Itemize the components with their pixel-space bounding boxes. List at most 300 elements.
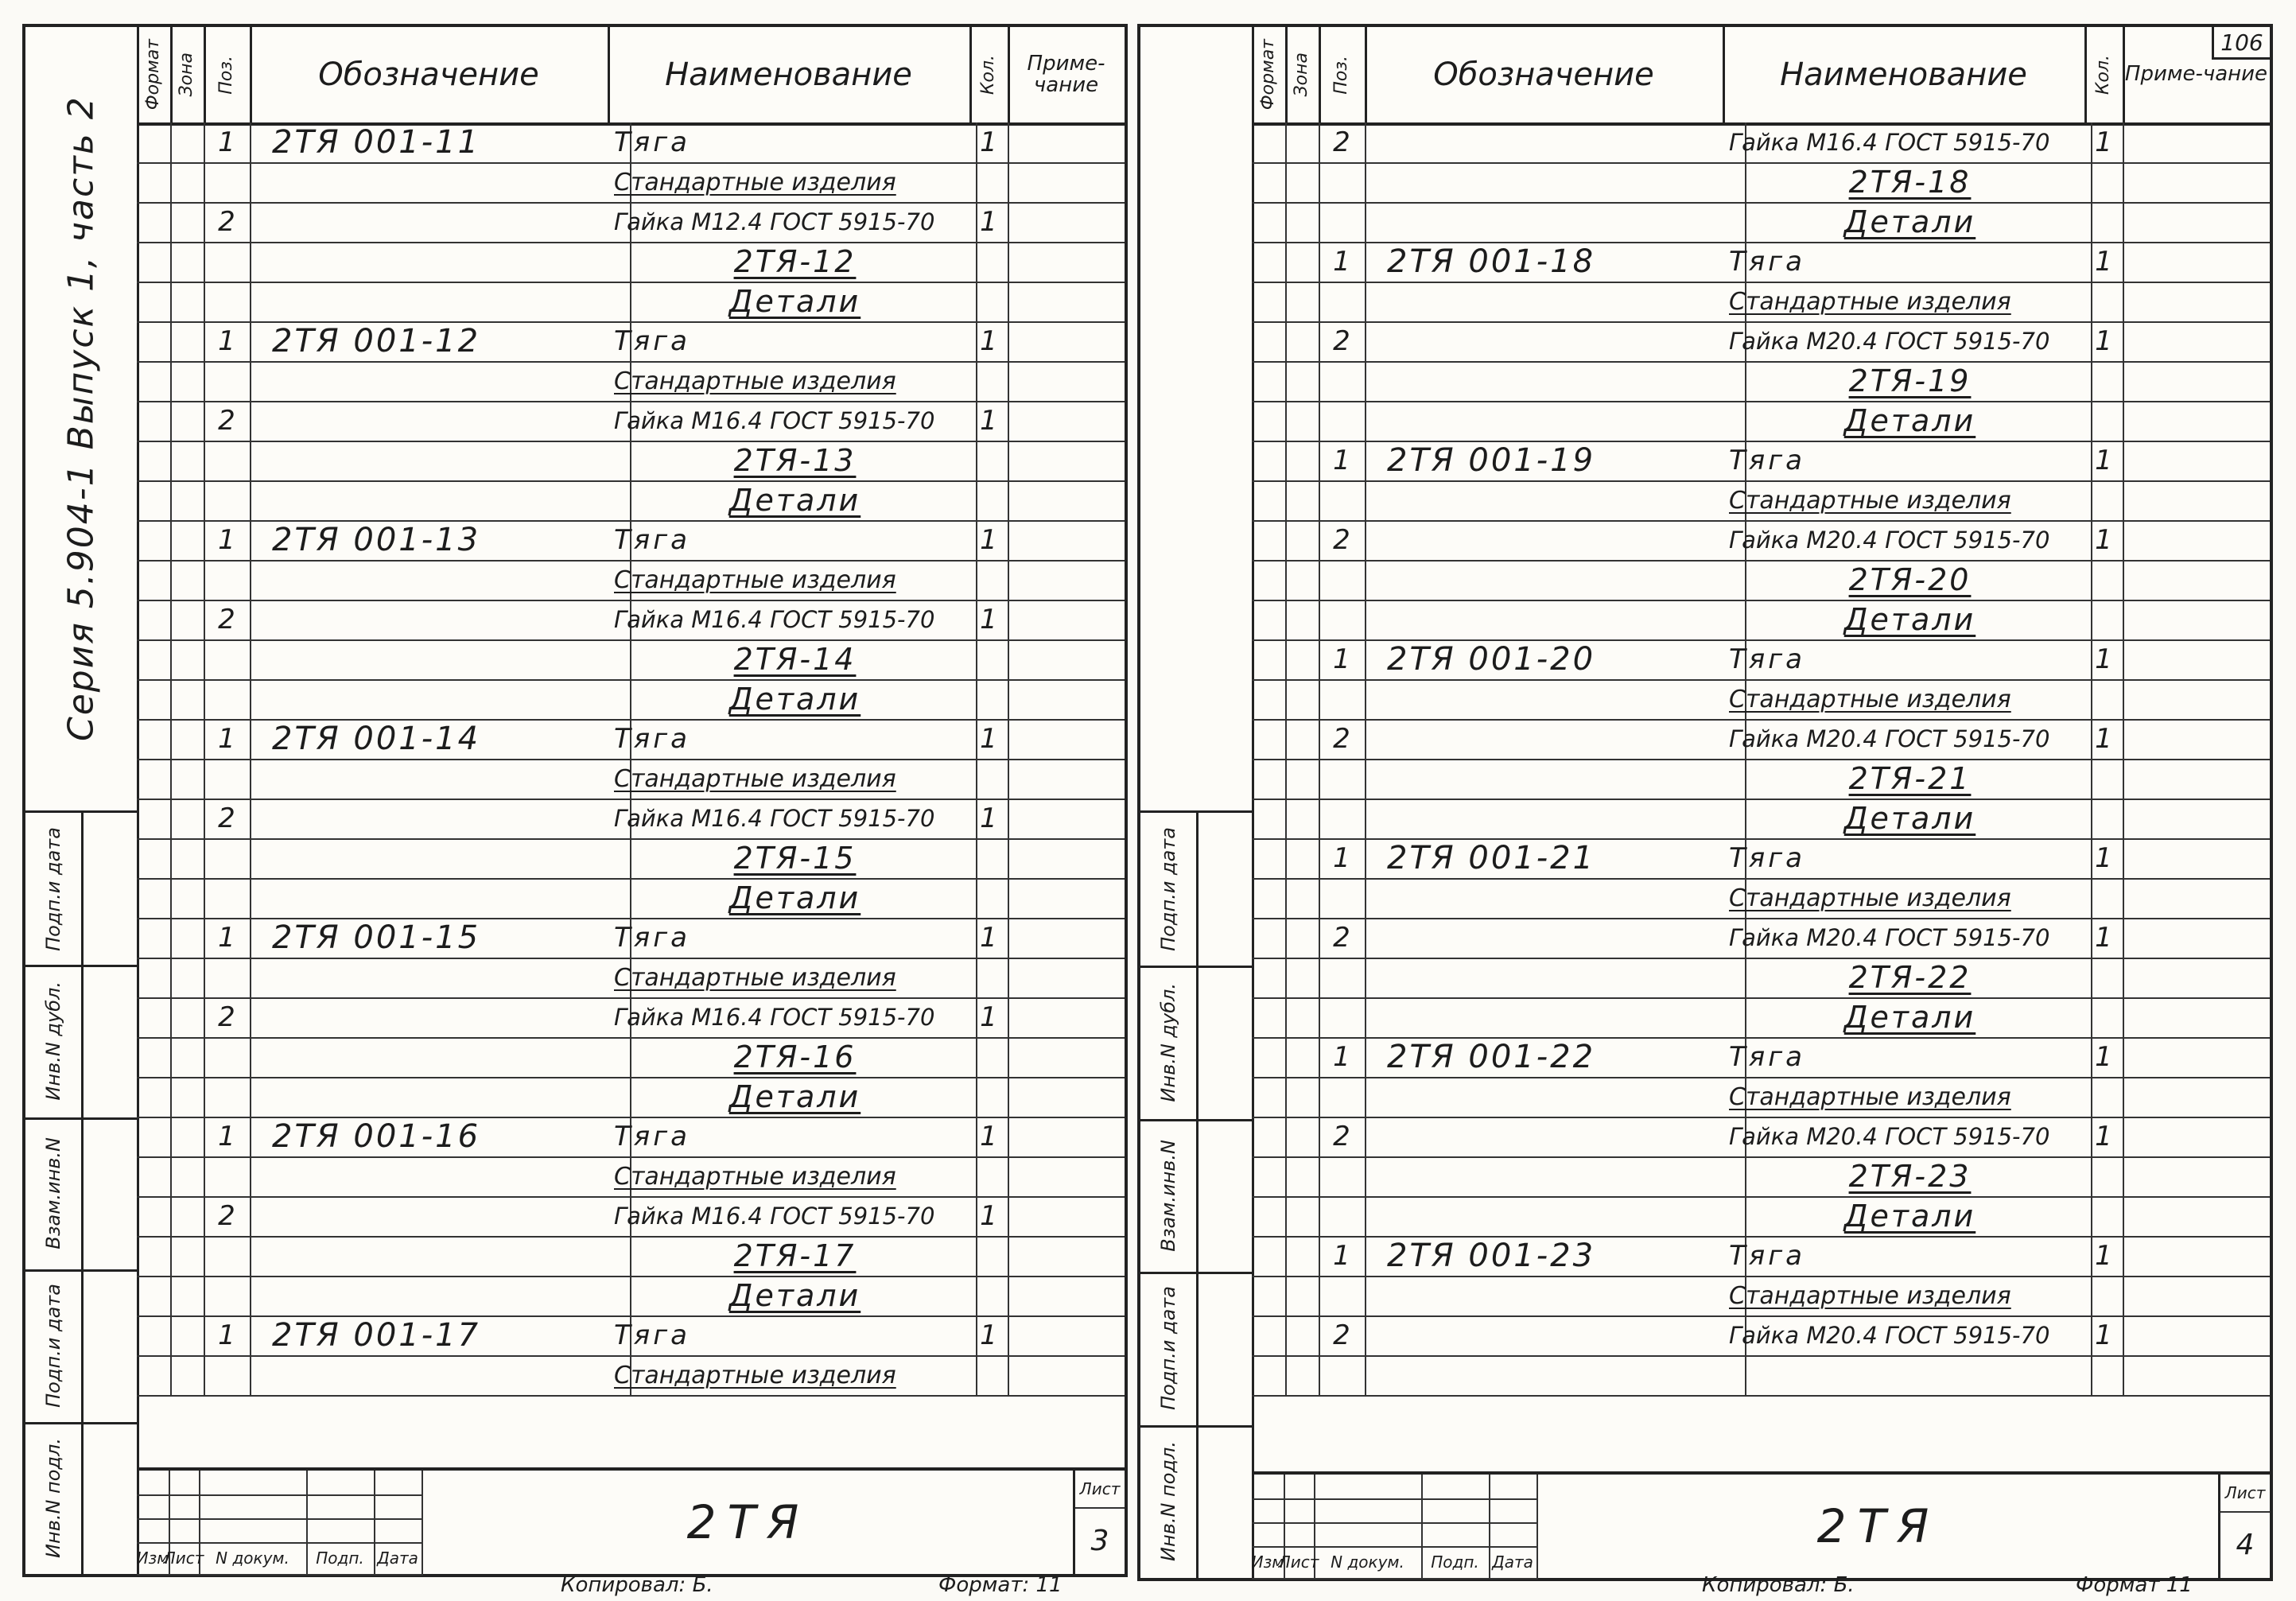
cell-format: [1252, 401, 1287, 441]
cell-note: [1008, 560, 1125, 600]
cell-name-text: 2ТЯ-19: [1848, 363, 1972, 398]
cell-qty-text: 1: [980, 1001, 997, 1033]
cell-format: [137, 1037, 172, 1077]
cell-qty: [2084, 719, 2124, 759]
cell-zone: [170, 242, 205, 282]
cell-format: [1252, 679, 1287, 719]
cell-format: [137, 361, 172, 401]
cell-name: [1723, 560, 2092, 600]
cell-note: [1008, 401, 1125, 441]
cell-format: [1252, 321, 1287, 361]
cell-name: [1723, 361, 2092, 401]
cell-zone: [170, 679, 205, 719]
cell-name-text: 2ТЯ-22: [1848, 960, 1972, 995]
cell-designation-text: 2ТЯ 001-21: [1387, 840, 1596, 876]
cell-designation: [250, 122, 631, 162]
cell-designation: [1365, 1196, 1746, 1236]
header-zone-label: Зона: [177, 52, 197, 97]
cell-designation: [250, 162, 631, 202]
spec-row: [1252, 958, 2270, 999]
cell-name-text: Детали: [728, 880, 861, 915]
cell-zone: [170, 1236, 205, 1276]
cell-name-text: 2ТЯ-16: [733, 1039, 857, 1074]
cell-pos: [204, 321, 251, 361]
spec-row: [137, 560, 1125, 601]
cell-designation: [250, 918, 631, 958]
cell-designation: [250, 759, 631, 799]
spec-row: [1252, 361, 2270, 402]
spec-row: [1252, 719, 2270, 760]
cell-qty: [969, 1037, 1009, 1077]
cell-name-text: Гайка М16.4 ГОСТ 5915-70: [614, 1004, 935, 1031]
cell-name: [608, 1077, 977, 1117]
cell-pos-text: 2: [1333, 524, 1350, 556]
cell-name-text: 2ТЯ-15: [733, 841, 857, 876]
cell-name: [608, 997, 977, 1037]
cell-name: [1723, 480, 2092, 520]
cell-format: [137, 958, 172, 997]
cell-format: [1252, 838, 1287, 878]
cell-qty-text: 1: [980, 126, 997, 158]
cell-name-text: Гайка М20.4 ГОСТ 5915-70: [1729, 1123, 2050, 1150]
cell-qty: [2084, 282, 2124, 321]
header-note: [2123, 27, 2270, 126]
cell-pos-text: 1: [218, 1319, 235, 1351]
header-designation: [1365, 27, 1725, 126]
cell-pos-text: 2: [218, 206, 235, 238]
cell-zone: [1285, 202, 1320, 242]
spec-row: [137, 918, 1125, 959]
cell-name-text: Детали: [728, 483, 861, 518]
cell-format: [1252, 1196, 1287, 1236]
cell-qty: [969, 122, 1009, 162]
cell-zone: [170, 639, 205, 679]
spec-row: [137, 480, 1125, 522]
cell-name-text: Гайка М16.4 ГОСТ 5915-70: [614, 805, 935, 832]
cell-designation: [250, 202, 631, 242]
cell-note: [1008, 1355, 1125, 1395]
cell-format: [1252, 1077, 1287, 1117]
cell-pos: [1319, 759, 1366, 799]
spec-row: [1252, 997, 2270, 1039]
cell-name-text: Детали: [1843, 1000, 1976, 1035]
title-block-cell: [1489, 1475, 1538, 1500]
cell-name-text: Детали: [1843, 1199, 1976, 1234]
cell-qty-text: 1: [980, 405, 997, 437]
stamp-cell-text: Инв.N подл.: [1157, 1441, 1179, 1562]
spec-row: [137, 122, 1125, 164]
cell-name-text: Тяга: [614, 126, 690, 158]
cell-note: [1008, 1077, 1125, 1117]
stamp-cell-label: [25, 1117, 81, 1272]
cell-pos: [1319, 560, 1366, 600]
title-block-cell: [163, 1542, 204, 1576]
cell-pos: [1319, 918, 1366, 958]
cell-note: [1008, 997, 1125, 1037]
cell-zone: [1285, 997, 1320, 1037]
cell-format: [1252, 639, 1287, 679]
cell-pos: [204, 1077, 251, 1117]
cell-pos-text: 1: [1333, 842, 1350, 874]
cell-zone: [170, 600, 205, 639]
cell-zone: [1285, 679, 1320, 719]
title-block-cell: [306, 1542, 375, 1576]
sheet-label: Лист: [2220, 1475, 2270, 1513]
header-designation-label: Обозначение: [1433, 56, 1654, 93]
cell-qty-text: 1: [980, 206, 997, 238]
cell-name: [608, 441, 977, 480]
spec-row: [137, 1196, 1125, 1238]
cell-format: [1252, 1236, 1287, 1276]
cell-name-text: Тяга: [1729, 643, 1805, 675]
cell-note: [1008, 361, 1125, 401]
cell-qty-text: 1: [2095, 643, 2112, 675]
cell-name-text: Детали: [1843, 801, 1976, 836]
header-zone: [170, 27, 206, 126]
cell-designation: [250, 1196, 631, 1236]
cell-qty: [969, 401, 1009, 441]
cell-designation: [1365, 321, 1746, 361]
cell-note: [1008, 838, 1125, 878]
cell-designation: [1365, 958, 1746, 997]
cell-pos: [204, 759, 251, 799]
cell-name-text: Гайка М20.4 ГОСТ 5915-70: [1729, 328, 2050, 355]
cell-qty: [2084, 1276, 2124, 1315]
cell-designation-text: 2ТЯ 001-17: [272, 1317, 481, 1354]
cell-qty: [969, 600, 1009, 639]
spec-row: [137, 1355, 1125, 1397]
cell-designation: [250, 1315, 631, 1355]
cell-note: [2123, 560, 2270, 600]
cell-qty-text: 1: [2095, 445, 2112, 476]
series-stamp: [25, 27, 137, 810]
stamp-cell-text: Инв.N дубл.: [42, 981, 64, 1101]
spec-row: [137, 162, 1125, 204]
cell-note: [1008, 878, 1125, 918]
cell-name: [608, 162, 977, 202]
cell-designation: [250, 600, 631, 639]
cell-designation: [250, 838, 631, 878]
cell-qty: [969, 997, 1009, 1037]
cell-zone: [1285, 1236, 1320, 1276]
cell-format: [137, 162, 172, 202]
cell-note: [1008, 719, 1125, 759]
cell-pos: [204, 162, 251, 202]
cell-name: [608, 560, 977, 600]
cell-pos-text: 2: [218, 1200, 235, 1232]
cell-name-text: 2ТЯ-12: [733, 244, 857, 279]
cell-pos: [1319, 1315, 1366, 1355]
sheet-label: Лист: [1075, 1471, 1125, 1509]
cell-name: [608, 639, 977, 679]
cell-designation: [1365, 759, 1746, 799]
spec-row: [1252, 282, 2270, 323]
cell-designation: [250, 361, 631, 401]
spec-row: [1252, 162, 2270, 204]
cell-note: [2123, 719, 2270, 759]
stamp-cell-value: [1196, 1272, 1252, 1427]
cell-name-text: Тяга: [1729, 1041, 1805, 1073]
stamp-cell-value: [81, 1422, 137, 1576]
cell-pos: [204, 560, 251, 600]
stamp-cell-label: [25, 813, 81, 967]
cell-qty-text: 1: [2095, 1319, 2112, 1351]
cell-note: [2123, 321, 2270, 361]
cell-designation: [250, 560, 631, 600]
cell-pos-text: 1: [218, 325, 235, 357]
cell-format: [137, 759, 172, 799]
cell-qty-text: 1: [2095, 1121, 2112, 1152]
cell-note: [2123, 282, 2270, 321]
header-note-label: Приме-чание: [2124, 62, 2268, 87]
cell-designation: [1365, 1355, 1746, 1395]
cell-qty: [969, 1236, 1009, 1276]
cell-zone: [170, 1355, 205, 1395]
cell-designation: [1365, 282, 1746, 321]
cell-qty: [2084, 1117, 2124, 1156]
spec-row: [1252, 202, 2270, 243]
title-block-cell: [374, 1518, 423, 1544]
cell-pos: [1319, 162, 1366, 202]
cell-name-text: Гайка М16.4 ГОСТ 5915-70: [614, 407, 935, 434]
cell-pos-text: 1: [1333, 1041, 1350, 1073]
cell-note: [1008, 162, 1125, 202]
cell-designation: [1365, 162, 1746, 202]
cell-pos: [1319, 282, 1366, 321]
cell-format: [1252, 958, 1287, 997]
cell-format: [1252, 918, 1287, 958]
cell-qty: [2084, 480, 2124, 520]
cell-format: [1252, 560, 1287, 600]
cell-zone: [1285, 1355, 1320, 1395]
cell-zone: [170, 1077, 205, 1117]
cell-pos-text: 1: [1333, 445, 1350, 476]
cell-note: [1008, 122, 1125, 162]
cell-qty: [969, 1315, 1009, 1355]
cell-note: [1008, 321, 1125, 361]
cell-note: [1008, 759, 1125, 799]
cell-format: [1252, 878, 1287, 918]
title-block-cell: [1314, 1498, 1423, 1524]
cell-zone: [1285, 759, 1320, 799]
spec-row: [1252, 1276, 2270, 1317]
spec-row: [1252, 321, 2270, 363]
cell-designation: [250, 480, 631, 520]
cell-name: [1723, 202, 2092, 242]
cell-note: [2123, 1077, 2270, 1117]
title-block-cell: [1314, 1546, 1423, 1580]
cell-pos: [1319, 242, 1366, 282]
cell-zone: [170, 441, 205, 480]
cell-qty: [2084, 1315, 2124, 1355]
cell-zone: [1285, 799, 1320, 838]
cell-name: [608, 918, 977, 958]
header-qty: [2084, 27, 2125, 126]
cell-designation-text: 2ТЯ 001-19: [1387, 442, 1596, 479]
cell-name-text: Стандартные изделия: [614, 168, 896, 196]
cell-pos: [204, 1315, 251, 1355]
cell-zone: [1285, 520, 1320, 560]
cell-name: [608, 122, 977, 162]
spec-row: [137, 321, 1125, 363]
cell-qty: [969, 1117, 1009, 1156]
header-pos-label: Поз.: [216, 55, 237, 95]
cell-note: [1008, 958, 1125, 997]
cell-zone: [170, 878, 205, 918]
title-block-cell: [1421, 1546, 1490, 1580]
cell-note: [2123, 361, 2270, 401]
spec-row: [1252, 838, 2270, 880]
cell-name-text: Детали: [1843, 403, 1976, 438]
cell-designation: [250, 1236, 631, 1276]
cell-pos: [1319, 679, 1366, 719]
cell-name: [1723, 1315, 2092, 1355]
title-block-cell: [199, 1494, 308, 1520]
cell-qty-text: 1: [2095, 126, 2112, 158]
cell-name-text: Тяга: [1729, 445, 1805, 476]
cell-qty: [969, 719, 1009, 759]
cell-pos: [204, 719, 251, 759]
copied-by-left: Копировал: Б.: [561, 1573, 713, 1597]
stamp-cell-value: [81, 1269, 137, 1424]
cell-qty: [2084, 759, 2124, 799]
cell-pos-text: 1: [218, 723, 235, 755]
cell-qty: [2084, 1355, 2124, 1395]
cell-designation: [1365, 1037, 1746, 1077]
cell-note: [1008, 520, 1125, 560]
cell-format: [137, 1077, 172, 1117]
cell-note: [2123, 1355, 2270, 1395]
spec-row: [137, 282, 1125, 323]
cell-name: [608, 1037, 977, 1077]
cell-pos: [1319, 401, 1366, 441]
cell-designation: [250, 441, 631, 480]
cell-name: [1723, 441, 2092, 480]
cell-designation: [1365, 202, 1746, 242]
cell-name-text: Гайка М20.4 ГОСТ 5915-70: [1729, 725, 2050, 752]
cell-format: [137, 639, 172, 679]
cell-format: [1252, 361, 1287, 401]
cell-qty: [2084, 202, 2124, 242]
title-block-cell: [1421, 1498, 1490, 1524]
cell-qty-text: 1: [2095, 325, 2112, 357]
cell-name: [1723, 1196, 2092, 1236]
cell-note: [2123, 997, 2270, 1037]
cell-format: [1252, 1355, 1287, 1395]
cell-designation-text: 2ТЯ 001-22: [1387, 1039, 1596, 1075]
cell-pos: [204, 1355, 251, 1395]
cell-name: [1723, 162, 2092, 202]
cell-qty: [969, 878, 1009, 918]
cell-zone: [170, 1196, 205, 1236]
cell-zone: [170, 958, 205, 997]
cell-pos: [204, 202, 251, 242]
cell-name-text: Гайка М20.4 ГОСТ 5915-70: [1729, 527, 2050, 554]
cell-qty: [2084, 1196, 2124, 1236]
cell-note: [2123, 1315, 2270, 1355]
cell-designation: [250, 958, 631, 997]
cell-format: [1252, 997, 1287, 1037]
cell-zone: [170, 838, 205, 878]
cell-qty: [2084, 639, 2124, 679]
cell-qty: [969, 441, 1009, 480]
cell-note: [1008, 679, 1125, 719]
cell-qty: [2084, 997, 2124, 1037]
cell-qty: [969, 202, 1009, 242]
stamp-cell-text: Инв.N подл.: [42, 1437, 64, 1558]
header-name: [608, 27, 972, 126]
cell-pos: [204, 361, 251, 401]
cell-designation: [1365, 401, 1746, 441]
header-name-label: Наименование: [1780, 56, 2027, 93]
title-block: [1252, 1471, 2270, 1578]
cell-zone: [1285, 1156, 1320, 1196]
cell-name-text: 2ТЯ-17: [733, 1238, 857, 1273]
cell-note: [1008, 639, 1125, 679]
stamp-cell-value: [81, 813, 137, 967]
cell-format: [137, 202, 172, 242]
spec-row: [1252, 242, 2270, 283]
cell-note: [1008, 441, 1125, 480]
stamp-cell-label: [25, 1269, 81, 1424]
cell-pos: [1319, 997, 1366, 1037]
cell-designation: [1365, 1117, 1746, 1156]
cell-pos: [204, 441, 251, 480]
cell-qty: [969, 759, 1009, 799]
cell-designation: [1365, 1315, 1746, 1355]
cell-format: [1252, 520, 1287, 560]
cell-name: [1723, 918, 2092, 958]
cell-designation: [1365, 1077, 1746, 1117]
cell-pos: [204, 122, 251, 162]
cell-designation: [250, 401, 631, 441]
cell-name-text: Стандартные изделия: [614, 367, 896, 395]
cell-qty: [969, 321, 1009, 361]
cell-note: [2123, 202, 2270, 242]
cell-pos: [204, 1276, 251, 1315]
cell-note: [2123, 639, 2270, 679]
cell-format: [1252, 122, 1287, 162]
cell-designation: [250, 1117, 631, 1156]
cell-name: [1723, 401, 2092, 441]
cell-format: [1252, 480, 1287, 520]
cell-pos-text: 2: [1333, 723, 1350, 755]
cell-designation: [250, 520, 631, 560]
cell-zone: [170, 520, 205, 560]
spec-row: [137, 401, 1125, 442]
cell-designation-text: 2ТЯ 001-15: [272, 919, 481, 956]
cell-name-text: Гайка М16.4 ГОСТ 5915-70: [614, 1203, 935, 1230]
cell-zone: [170, 1156, 205, 1196]
stamp-value-column: [81, 813, 137, 1574]
cell-name-text: Стандартные изделия: [1729, 486, 2011, 515]
cell-designation: [1365, 1236, 1746, 1276]
cell-zone: [170, 321, 205, 361]
cell-name: [1723, 1276, 2092, 1315]
cell-designation: [1365, 799, 1746, 838]
cell-pos: [204, 282, 251, 321]
sheet-box: [1073, 1471, 1125, 1574]
header-note: [1008, 27, 1125, 126]
cell-pos: [1319, 1236, 1366, 1276]
header-name: [1723, 27, 2087, 126]
title-block-cell: [1252, 1522, 1285, 1548]
cell-name-text: Стандартные изделия: [1729, 1281, 2011, 1310]
cell-format: [137, 1236, 172, 1276]
cell-designation: [1365, 122, 1746, 162]
cell-zone: [170, 361, 205, 401]
cell-format: [137, 401, 172, 441]
